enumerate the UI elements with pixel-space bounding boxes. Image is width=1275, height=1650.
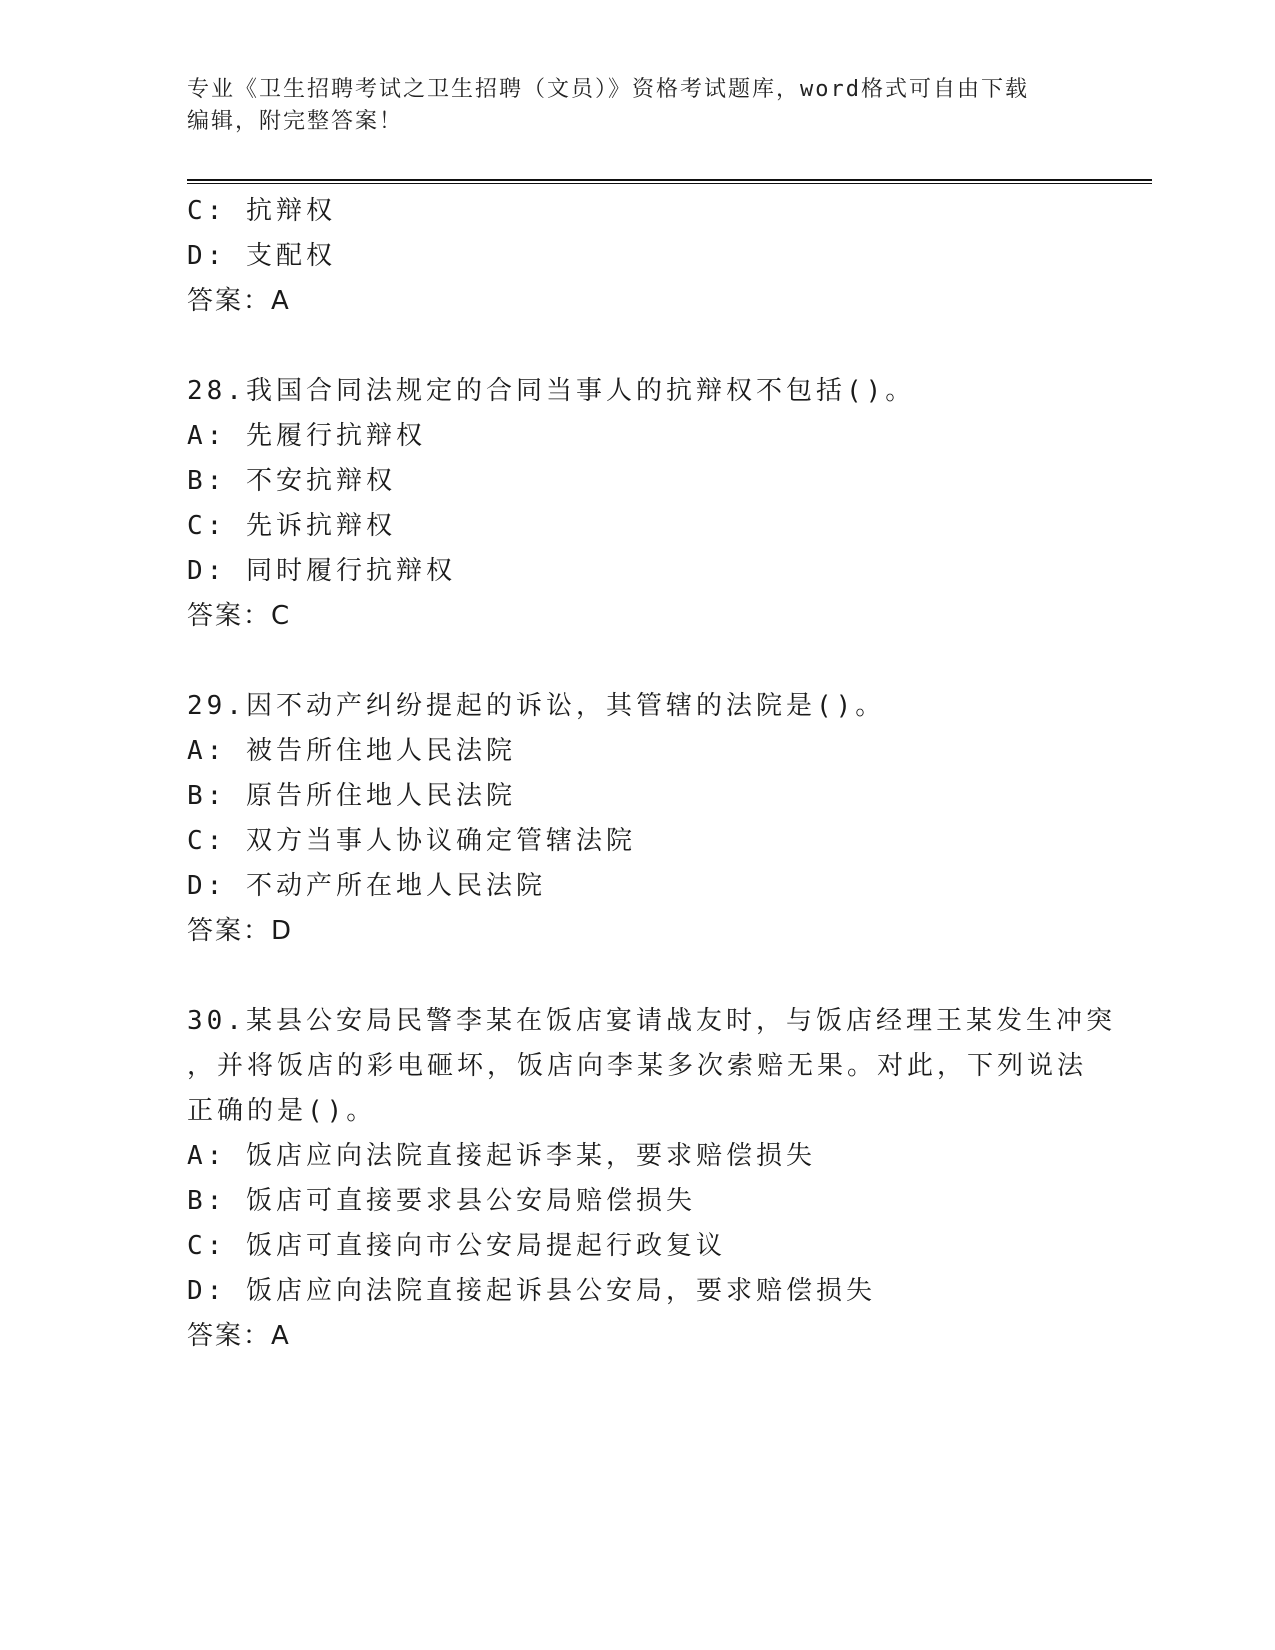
q29-answer: 答案：D	[187, 916, 294, 946]
header-line-2: 编辑，附完整答案！	[187, 109, 404, 134]
header-line-1: 专业《卫生招聘考试之卫生招聘（文员）》资格考试题库，word格式可自由下载	[187, 77, 1029, 102]
q30-stem-line-3: 正确的是()。	[187, 1096, 377, 1126]
q30-option-c: C: 饭店可直接向市公安局提起行政复议	[187, 1231, 726, 1261]
q28-answer: 答案：C	[187, 601, 292, 631]
q30-option-d: D: 饭店应向法院直接起诉县公安局，要求赔偿损失	[187, 1276, 876, 1306]
q28-option-a: A: 先履行抗辩权	[187, 421, 426, 451]
prev-answer: 答案：A	[187, 286, 291, 316]
prev-option-d: D: 支配权	[187, 241, 336, 271]
q29-stem: 29.因不动产纠纷提起的诉讼，其管辖的法院是()。	[187, 691, 886, 721]
document-header	[187, 74, 1087, 138]
q30-answer: 答案：A	[187, 1321, 291, 1351]
prev-option-c: C: 抗辩权	[187, 196, 336, 226]
q28-option-b: B: 不安抗辩权	[187, 466, 396, 496]
q29-option-a: A: 被告所住地人民法院	[187, 736, 516, 766]
header-divider	[187, 179, 1152, 184]
q28-option-d: D: 同时履行抗辩权	[187, 556, 456, 586]
q29-option-b: B: 原告所住地人民法院	[187, 781, 516, 811]
q30-stem-line-2: ，并将饭店的彩电砸坏，饭店向李某多次索赔无果。对此，下列说法	[187, 1051, 1088, 1081]
q29-option-c: C: 双方当事人协议确定管辖法院	[187, 826, 636, 856]
q28-option-c: C: 先诉抗辩权	[187, 511, 396, 541]
q30-stem-line-1: 30.某县公安局民警李某在饭店宴请战友时，与饭店经理王某发生冲突	[187, 1006, 1116, 1036]
q29-option-d: D: 不动产所在地人民法院	[187, 871, 546, 901]
q30-option-a: A: 饭店应向法院直接起诉李某，要求赔偿损失	[187, 1141, 816, 1171]
q28-stem: 28.我国合同法规定的合同当事人的抗辩权不包括()。	[187, 376, 916, 406]
q30-option-b: B: 饭店可直接要求县公安局赔偿损失	[187, 1186, 696, 1216]
